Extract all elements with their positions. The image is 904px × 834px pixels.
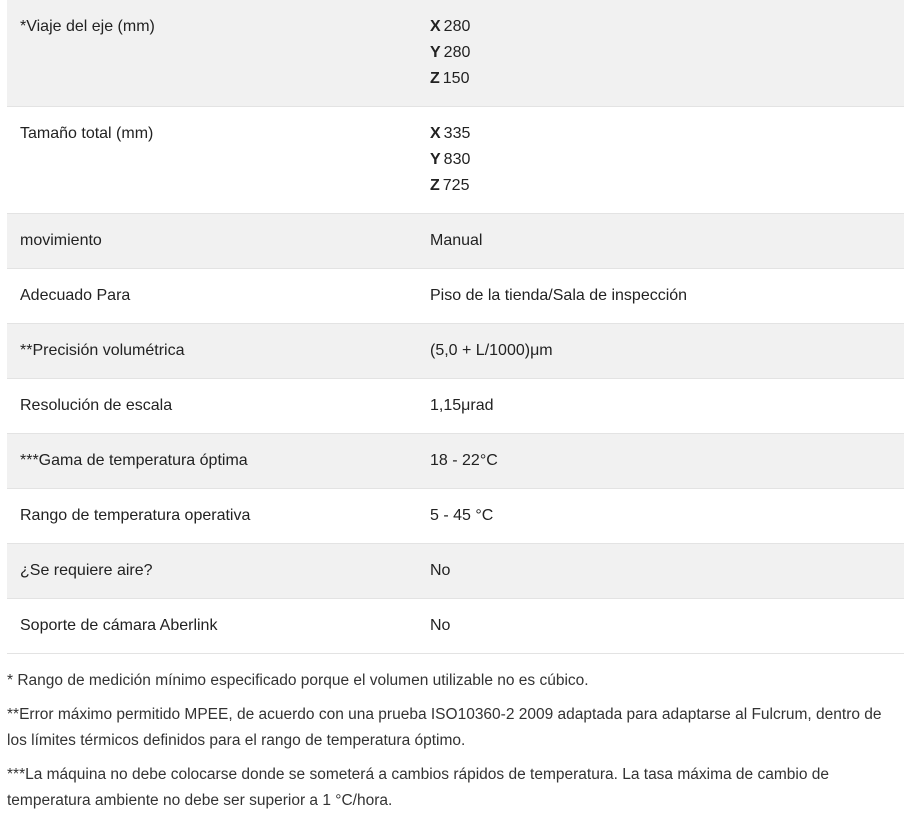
spec-label: *Viaje del eje (mm) bbox=[20, 18, 155, 35]
axis-value-line bbox=[430, 66, 904, 92]
spec-row-scale-resolution bbox=[7, 379, 904, 434]
axis-number: 830 bbox=[443, 151, 471, 168]
axis-value-line bbox=[430, 14, 904, 40]
spec-value: No bbox=[430, 562, 451, 579]
spec-label: Resolución de escala bbox=[20, 397, 173, 414]
spec-row-axis-travel bbox=[7, 0, 904, 107]
spec-value: (5,0 + L/1000)μm bbox=[430, 342, 553, 359]
axis-number: 725 bbox=[442, 177, 470, 194]
spec-row-operating-temperature bbox=[7, 489, 904, 544]
footnote: **Error máximo permitido MPEE, de acuerdo con una prueba ISO10360-2 2009 adaptada para adaptarse al Fulcrum, dentro de los límites térmicos definidos para el rango de temperatura óptimo. bbox=[7, 706, 882, 749]
axis-value-line bbox=[430, 147, 904, 173]
axis-value-line bbox=[430, 173, 904, 199]
spec-value: 18 - 22°C bbox=[430, 452, 498, 469]
footnote: * Rango de medición mínimo especificado porque el volumen utilizable no es cúbico. bbox=[7, 672, 589, 689]
footnote: ***La máquina no debe colocarse donde se someterá a cambios rápidos de temperatura. La tasa máxima de cambio de temperatura ambiente no debe ser superior a 1 °C/hora. bbox=[7, 766, 829, 809]
spec-label: Rango de temperatura operativa bbox=[20, 507, 251, 524]
spec-label: ¿Se requiere aire? bbox=[20, 562, 153, 579]
spec-value: No bbox=[430, 617, 451, 634]
axis-letter: Y bbox=[430, 44, 441, 61]
spec-row-overall-size bbox=[7, 107, 904, 214]
axis-number: 280 bbox=[443, 44, 471, 61]
axis-letter: Z bbox=[430, 70, 440, 87]
axis-value-line bbox=[430, 40, 904, 66]
spec-value bbox=[430, 0, 904, 106]
spec-row-suitable-for bbox=[7, 269, 904, 324]
axis-number: 280 bbox=[443, 18, 471, 35]
axis-letter: X bbox=[430, 125, 441, 142]
spec-row-movement bbox=[7, 214, 904, 269]
spec-value: 5 - 45 °C bbox=[430, 507, 494, 524]
spec-table bbox=[7, 0, 904, 654]
spec-value: Manual bbox=[430, 232, 483, 249]
spec-value: Piso de la tienda/Sala de inspección bbox=[430, 287, 688, 304]
footnotes bbox=[7, 668, 897, 822]
spec-row-camera-support bbox=[7, 599, 904, 654]
spec-value bbox=[430, 107, 904, 213]
spec-row-optimal-temperature bbox=[7, 434, 904, 489]
axis-number: 335 bbox=[443, 125, 471, 142]
axis-letter: Y bbox=[430, 151, 441, 168]
axis-letter: X bbox=[430, 18, 441, 35]
axis-value-line bbox=[430, 121, 904, 147]
spec-label: Soporte de cámara Aberlink bbox=[20, 617, 218, 634]
spec-label: ***Gama de temperatura óptima bbox=[20, 452, 248, 469]
spec-row-volumetric-accuracy bbox=[7, 324, 904, 379]
spec-row-air-required bbox=[7, 544, 904, 599]
spec-label: movimiento bbox=[20, 232, 102, 249]
spec-label: **Precisión volumétrica bbox=[20, 342, 185, 359]
axis-number: 150 bbox=[442, 70, 470, 87]
spec-label: Adecuado Para bbox=[20, 287, 131, 304]
spec-value: 1,15μrad bbox=[430, 397, 494, 414]
axis-letter: Z bbox=[430, 177, 440, 194]
spec-label: Tamaño total (mm) bbox=[20, 125, 154, 142]
